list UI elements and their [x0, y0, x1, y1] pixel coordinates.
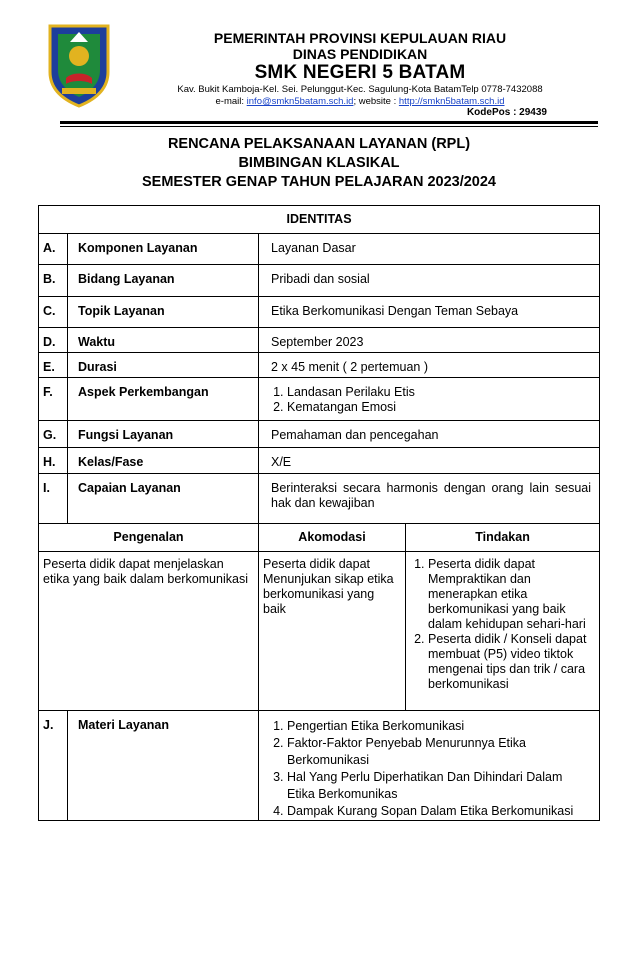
row-label: Durasi — [68, 353, 259, 378]
table-row — [39, 328, 600, 353]
row-code: F. — [39, 378, 68, 421]
row-value: Layanan Dasar — [259, 234, 600, 265]
table-row — [39, 297, 600, 328]
row-value: 2 x 45 menit ( 2 pertemuan ) — [259, 353, 600, 378]
list-item: 1. Pengertian Etika Berkomunikasi — [287, 718, 591, 735]
header-department: DINAS PENDIDIKAN — [292, 46, 428, 62]
materi-row — [39, 711, 600, 821]
header-contact — [120, 96, 600, 107]
row-value: Berinteraksi secara harmonis dengan orang lain sesuai hak dan kewajiban — [259, 474, 600, 524]
row-code: C. — [39, 297, 68, 328]
doc-title: RENCANA PELAKSANAAN LAYANAN (RPL) — [167, 136, 471, 152]
website-link[interactable]: http://smkn5batam.sch.id — [398, 96, 505, 107]
row-value: Pemahaman dan pencegahan — [259, 421, 600, 448]
header-pengenalan: Pengenalan — [39, 524, 259, 552]
list-item: 1. Landasan Perilaku Etis — [287, 385, 591, 400]
list-item: 1. Peserta didik dapat Mempraktikan dan menerapkan etika berkomunikasi yang baik dalam kehidupan sehari-hari — [428, 557, 593, 632]
table-row — [39, 448, 600, 474]
row-value: September 2023 — [259, 328, 600, 353]
row-value: X/E — [259, 448, 600, 474]
row-value-list — [259, 378, 600, 421]
row-label: Waktu — [68, 328, 259, 353]
rpl-table — [38, 205, 600, 821]
doc-semester: SEMESTER GENAP TAHUN PELAJARAN 2023/2024 — [141, 174, 496, 190]
header-akomodasi: Akomodasi — [259, 524, 406, 552]
row-label: Capaian Layanan — [68, 474, 259, 524]
table-row — [39, 378, 600, 421]
materi-list — [259, 711, 600, 821]
row-value: Pribadi dan sosial — [259, 265, 600, 297]
table-row — [39, 234, 600, 265]
row-code: A. — [39, 234, 68, 265]
row-label: Kelas/Fase — [68, 448, 259, 474]
table-row — [39, 265, 600, 297]
row-code: G. — [39, 421, 68, 448]
row-code: I. — [39, 474, 68, 524]
list-item: 2. Peserta didik / Konseli dapat membuat (P5) video tiktok mengenai tips dan trik / cara berkomunikasi — [428, 632, 593, 692]
header-rule-thin — [60, 126, 598, 127]
row-code: H. — [39, 448, 68, 474]
tujuan-heading-row — [39, 524, 600, 552]
list-item: 4. Dampak Kurang Sopan Dalam Etika Berkomunikasi — [287, 803, 591, 820]
table-row — [39, 353, 600, 378]
row-value: Etika Berkomunikasi Dengan Teman Sebaya — [259, 297, 600, 328]
tujuan-row — [39, 552, 600, 711]
row-label: Komponen Layanan — [68, 234, 259, 265]
header-rule-thick — [60, 121, 598, 124]
row-label: Aspek Perkembangan — [68, 378, 259, 421]
list-item: 2. Faktor-Faktor Penyebab Menurunnya Etika Berkomunikasi — [287, 735, 591, 769]
website-prefix: ; website : — [353, 96, 399, 107]
pengenalan-text: Peserta didik dapat menjelaskan etika yang baik dalam berkomunikasi — [39, 552, 259, 711]
row-label: Fungsi Layanan — [68, 421, 259, 448]
provincial-crest-logo — [44, 22, 114, 108]
list-item: 3. Hal Yang Perlu Diperhatikan Dan Dihindari Dalam Etika Berkomunikas — [287, 769, 591, 803]
doc-subtitle: BIMBINGAN KLASIKAL — [238, 155, 400, 171]
row-label: Bidang Layanan — [68, 265, 259, 297]
akomodasi-text: Peserta didik dapat Menunjukan sikap etika berkomunikasi yang baik — [259, 552, 406, 711]
header-tindakan: Tindakan — [406, 524, 600, 552]
header-school-name: SMK NEGERI 5 BATAM — [254, 62, 466, 83]
tindakan-list — [406, 552, 600, 711]
header-address: Kav. Bukit Kamboja-Kel. Sei. Pelunggut-Kec. Sagulung-Kota BatamTelp 0778-7432088 — [177, 84, 543, 95]
row-code: E. — [39, 353, 68, 378]
row-code: D. — [39, 328, 68, 353]
identitas-heading: IDENTITAS — [39, 206, 600, 234]
row-label: Materi Layanan — [68, 711, 259, 821]
table-row — [39, 421, 600, 448]
row-code: B. — [39, 265, 68, 297]
postal-code: KodePos : 29439 — [466, 107, 547, 118]
row-code: J. — [39, 711, 68, 821]
row-label: Topik Layanan — [68, 297, 259, 328]
list-item: 2. Kematangan Emosi — [287, 400, 591, 415]
table-row — [39, 474, 600, 524]
email-prefix: e-mail: — [215, 96, 247, 107]
identitas-heading-row — [39, 206, 600, 234]
header-government: PEMERINTAH PROVINSI KEPULAUAN RIAU — [213, 30, 507, 46]
email-link[interactable]: info@smkn5batam.sch.id — [246, 96, 354, 107]
